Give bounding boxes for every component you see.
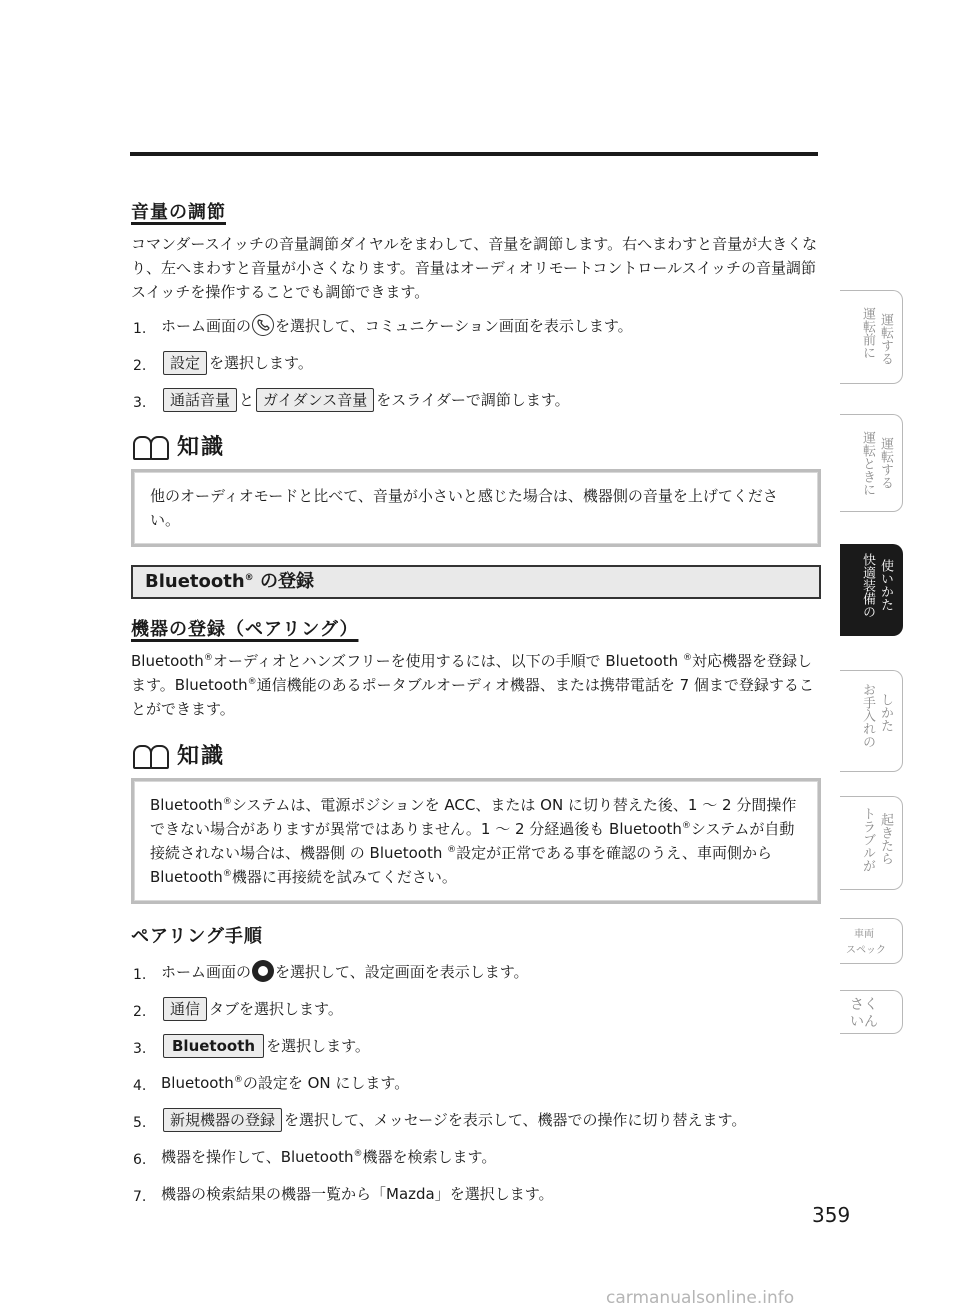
tab-maintenance[interactable]: お手入れの しかた <box>840 670 903 772</box>
gear-icon <box>252 960 274 982</box>
knowledge-box-2: Bluetooth®システムは、電源ポジションを ACC、または ON に切り替えた後、1 〜 2 分間操作できない場合がありますが異常ではありません。1 〜 2 分経過後も Bluetooth®システムが自動接続されない場合は、機器側 の Bluetooth ®設定が正常である事を確認のうえ、車両側から Bluetooth®機器に再接続を試みてください。 <box>131 778 821 904</box>
pairing-steps <box>131 960 821 1206</box>
pairing-step-1: 1. ホーム画面の を選択して、設定画面を表示します。 <box>131 960 821 984</box>
bluetooth-key: Bluetooth <box>163 1034 264 1058</box>
tab-comfort-features[interactable]: 快適装備の 使いかた <box>840 544 903 636</box>
book-icon <box>131 433 171 459</box>
volume-heading: 音量の調節 <box>131 202 226 223</box>
pairing-step-4: 4. Bluetooth®の設定を ON にします。 <box>133 1074 410 1094</box>
phone-icon <box>252 314 274 336</box>
knowledge-heading-1: 知識 <box>131 430 821 461</box>
communication-tab-key: 通信 <box>163 997 207 1021</box>
top-rule <box>130 152 818 156</box>
procedure-heading: ペアリング手順 <box>131 926 263 947</box>
pairing-step-2: 2. 通信 タブを選択します。 <box>131 997 821 1021</box>
knowledge-heading-2: 知識 <box>131 739 821 770</box>
call-volume-key: 通話音量 <box>163 388 237 412</box>
tab-troubleshooting[interactable]: トラブルが 起きたら <box>840 796 903 890</box>
bluetooth-section-bar: Bluetooth® の登録 <box>131 565 821 599</box>
tab-index[interactable]: さく いん <box>840 990 903 1034</box>
pairing-step-7: 7. 機器の検索結果の機器一覧から「Mazda」を選択します。 <box>133 1185 554 1205</box>
volume-body: コマンダースイッチの音量調節ダイヤルをまわして、音量を調節します。右へまわすと音量が大きくなり、左へまわすと音量が小さくなります。音量はオーディオリモートコントロールスイッチの音量調節スイッチを操作することでも調節できます。 <box>131 235 818 301</box>
page-number: 359 <box>812 1203 851 1227</box>
tab-while-driving[interactable]: 運転ときに 運転する <box>840 414 903 512</box>
volume-step-3: 3. 通話音量 と ガイダンス音量 をスライダーで調節します。 <box>131 388 821 412</box>
guidance-volume-key: ガイダンス音量 <box>256 388 374 412</box>
volume-steps <box>131 314 821 412</box>
tab-vehicle-specs[interactable]: 車両 スペック <box>840 918 903 964</box>
page-content <box>131 198 821 1219</box>
knowledge-box-1: 他のオーディオモードと比べて、音量が小さいと感じた場合は、機器側の音量を上げてください。 <box>131 469 821 547</box>
watermark: carmanualsonline.info <box>606 1288 795 1308</box>
settings-key: 設定 <box>163 351 207 375</box>
volume-step-2: 2. 設定 を選択します。 <box>131 351 821 375</box>
pairing-body: Bluetooth®オーディオとハンズフリーを使用するには、以下の手順で Bluetooth ®対応機器を登録します。Bluetooth®通信機能のあるポータブルオーディオ機器、または携帯電話を 7 個まで登録することができます。 <box>131 652 814 718</box>
volume-step-1: 1. ホーム画面の を選択して、コミュニケーション画面を表示します。 <box>131 314 821 338</box>
pairing-step-6: 6. 機器を操作して、Bluetooth®機器を検索します。 <box>133 1148 497 1168</box>
pairing-heading: 機器の登録（ペアリング） <box>131 619 359 640</box>
tab-before-driving[interactable]: 運転前に 運転する <box>840 290 903 384</box>
new-device-key: 新規機器の登録 <box>163 1108 282 1132</box>
pairing-step-3: 3. Bluetooth を選択します。 <box>131 1034 821 1058</box>
book-icon <box>131 742 171 768</box>
pairing-step-5: 5. 新規機器の登録 を選択して、メッセージを表示して、機器での操作に切り替えます。 <box>131 1108 821 1132</box>
